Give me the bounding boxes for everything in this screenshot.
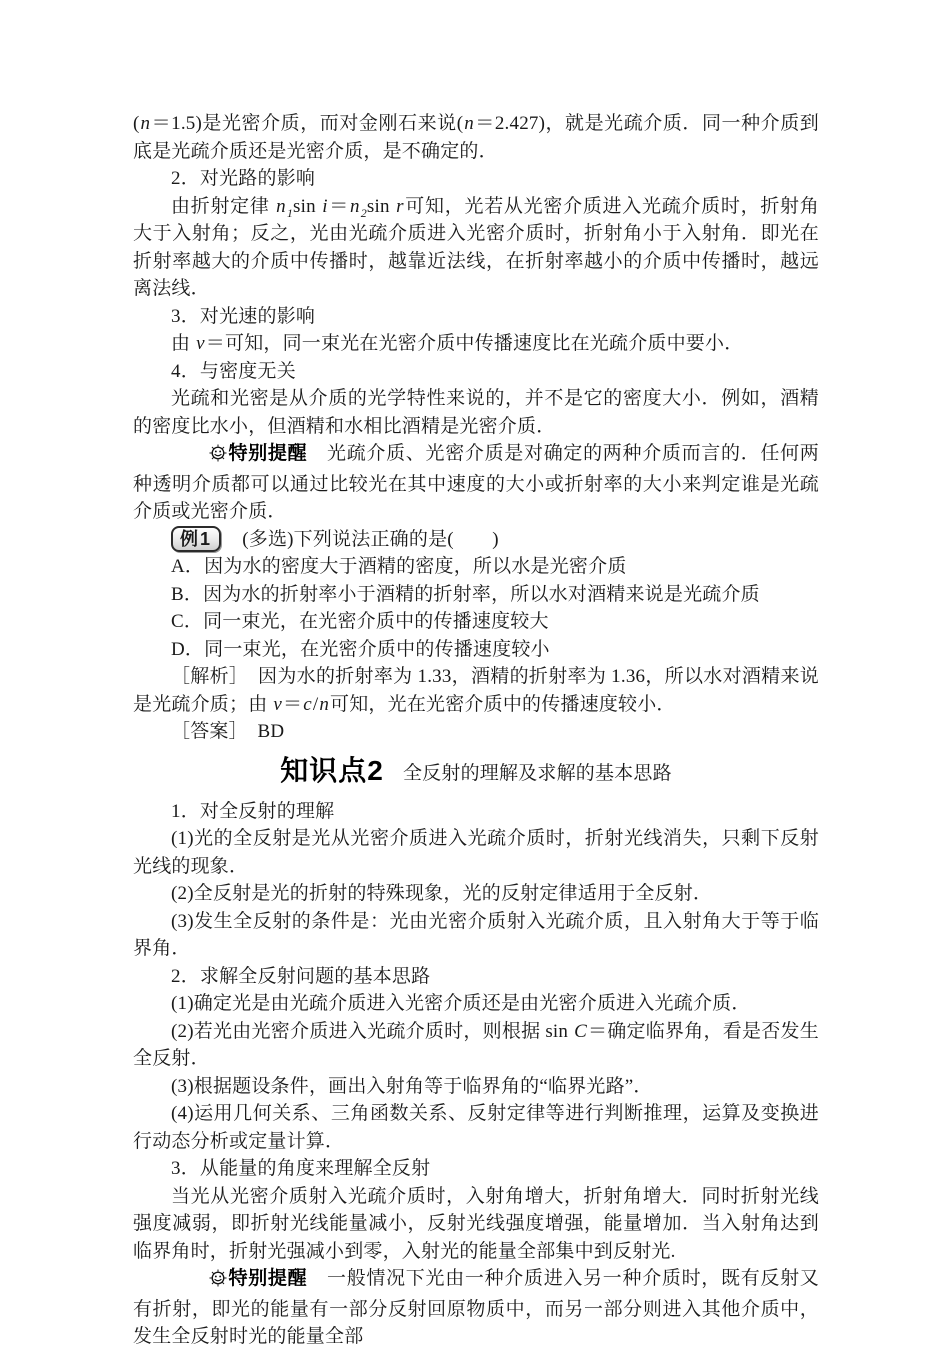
paragraph — [133, 1265, 819, 1351]
paragraph — [133, 718, 819, 746]
text-run: ＝可知，同一束光在光密介质中传播速度比在光疏介质中要小． — [205, 333, 744, 354]
variable: c — [303, 693, 312, 715]
text-run: 3．从能量的角度来理解全反射 — [171, 1158, 431, 1179]
paragraph — [133, 330, 819, 358]
variable: n — [140, 113, 151, 134]
variable: n — [464, 113, 474, 134]
text-run: 1．对全反射的理解 — [171, 800, 335, 822]
paragraph — [133, 963, 819, 991]
text-run: 光疏和光密是从介质的光学特性来说的，并不是它的密度大小．例如，酒精的密度比水小，但酒精和水相比酒精是光密介质． — [133, 388, 819, 437]
text-run: A．因为水的密度大于酒精的密度，所以水是光密介质 — [171, 556, 627, 577]
text-run: (2)若光由光密介质进入光疏介质时，则根据 sin — [171, 1020, 574, 1042]
text-run: 2．对光路的影响 — [171, 168, 316, 189]
text-run: (4)运用几何关系、三角函数关系、反射定律等进行判断推理，运算及变换进行动态分析或定量计算． — [133, 1103, 819, 1152]
paragraph — [133, 193, 819, 303]
text-run: (3)根据题设条件，画出入射角等于临界角的“临界光路”． — [171, 1075, 653, 1097]
text-run: ( — [133, 113, 140, 134]
reminder-label: 特别提醒 — [228, 1268, 308, 1289]
paragraph — [133, 608, 819, 636]
paragraph — [133, 908, 819, 963]
paragraph — [133, 990, 819, 1018]
paragraph — [133, 1155, 819, 1183]
text-run: 光疏介质、光密介质是对确定的两种介质而言的．任何两种透明介质都可以通过比较光在其中速度的大小或折射率的大小来判定谁是光疏介质或光密介质． — [133, 443, 820, 522]
text-run: / — [312, 693, 319, 715]
paragraph — [133, 636, 819, 664]
text-run: ＝ — [283, 693, 303, 715]
text-run: ＝确定临界角，看是否发生全反射． — [133, 1020, 819, 1069]
text-run: ［解析］ 因为水的折射率为 1.33，酒精的折射率为 1.36，所以水对酒精来说是光疏介质；由 — [133, 666, 819, 715]
paragraph — [133, 1073, 819, 1101]
variable: i — [322, 195, 328, 217]
smiley-face-icon — [171, 1268, 227, 1296]
paragraph — [133, 825, 819, 880]
paragraph — [133, 358, 819, 386]
paragraph — [133, 110, 819, 165]
text-run: 可知，光在光密介质中的传播速度较小． — [330, 693, 676, 715]
variable: n — [276, 195, 286, 217]
text-run: (2)全反射是光的折射的特殊现象，光的反射定律适用于全反射． — [171, 883, 713, 904]
text-run: 4．与密度无关 — [171, 360, 296, 382]
text-run: D．同一束光，在光密介质中的传播速度较小 — [171, 638, 550, 660]
paragraph — [133, 303, 819, 331]
text-run: 由 — [171, 333, 196, 354]
variable: n — [319, 693, 330, 715]
paragraph — [133, 165, 819, 193]
variable: C — [574, 1020, 587, 1042]
text-run: (3)发生全反射的条件是：光由光密介质射入光疏介质，且入射角大于等于临界角． — [133, 910, 819, 959]
variable: v — [196, 333, 205, 354]
text-run: 一般情况下光由一种介质进入另一种介质时，既有反射又有折射，即光的能量有一部分反射回原物质中，而另一部分则进入其他介质中，发生全反射时光的能量全部 — [133, 1268, 820, 1347]
text-run: (多选)下列说法正确的是( ) — [223, 528, 499, 550]
text-run: sin — [293, 195, 322, 217]
page-content — [133, 110, 819, 1351]
text-run: 当光从光密介质射入光疏介质时，入射角增大，折射角增大．同时折射光线强度减弱，即折射光线能量减小，反射光线强度增强，能量增加．当入射角达到临界角时，折射光强减小到零，入射光的能量全部集中到反射光. — [133, 1185, 819, 1262]
text-run: 由折射定律 — [171, 195, 276, 217]
paragraph — [133, 880, 819, 908]
section-heading — [133, 751, 819, 794]
subscript: 1 — [286, 205, 294, 220]
text-run: 全反射的理解及求解的基本思路 — [383, 762, 672, 784]
example-badge: 例1 — [171, 526, 221, 552]
paragraph — [133, 526, 819, 554]
paragraph — [133, 440, 819, 526]
text-run: ＝ — [328, 195, 349, 217]
paragraph — [133, 1018, 819, 1073]
text-run: (1)确定光是由光疏介质进入光密介质还是由光密介质进入光疏介质． — [171, 993, 751, 1014]
text-run: ［答案］ BD — [171, 721, 285, 742]
text-run: 可知，光若从光密介质进入光疏介质时，折射角大于入射角；反之，光由光疏介质进入光密介质时，折射角小于入射角．即光在折射率越大的介质中传播时，越靠近法线，在折射率越小的介质中传播时，越远离法线． — [133, 195, 819, 299]
variable: v — [273, 693, 282, 715]
reminder-label: 特别提醒 — [228, 443, 308, 464]
text-run: 2．求解全反射问题的基本思路 — [171, 965, 431, 987]
text-run: sin — [366, 195, 396, 217]
paragraph — [133, 385, 819, 440]
paragraph — [133, 1100, 819, 1155]
text-run: ＝1.5)是光密介质，而对金刚石来说( — [151, 113, 464, 134]
text-run: 3．对光速的影响 — [171, 305, 316, 327]
smiley-face-icon — [171, 443, 227, 471]
text-run: ＝2.427)，就是光疏介质．同一种介质到底是光疏介质还是光密介质，是不确定的． — [133, 113, 819, 162]
text-run: C．同一束光，在光密介质中的传播速度较大 — [171, 611, 549, 632]
paragraph — [133, 581, 819, 609]
variable: n — [350, 195, 360, 217]
paragraph — [133, 1183, 819, 1266]
text-run: (1)光的全反射是光从光密介质进入光疏介质时，折射光线消失，只剩下反射光线的现象． — [133, 828, 819, 877]
text-run: B．因为水的折射率小于酒精的折射率，所以水对酒精来说是光疏介质 — [171, 583, 760, 605]
paragraph — [133, 798, 819, 826]
variable: r — [396, 195, 404, 217]
paragraph — [133, 553, 819, 581]
knowledge-point-label: 知识点2 — [280, 754, 384, 786]
subscript: 2 — [360, 205, 367, 220]
paragraph — [133, 663, 819, 718]
